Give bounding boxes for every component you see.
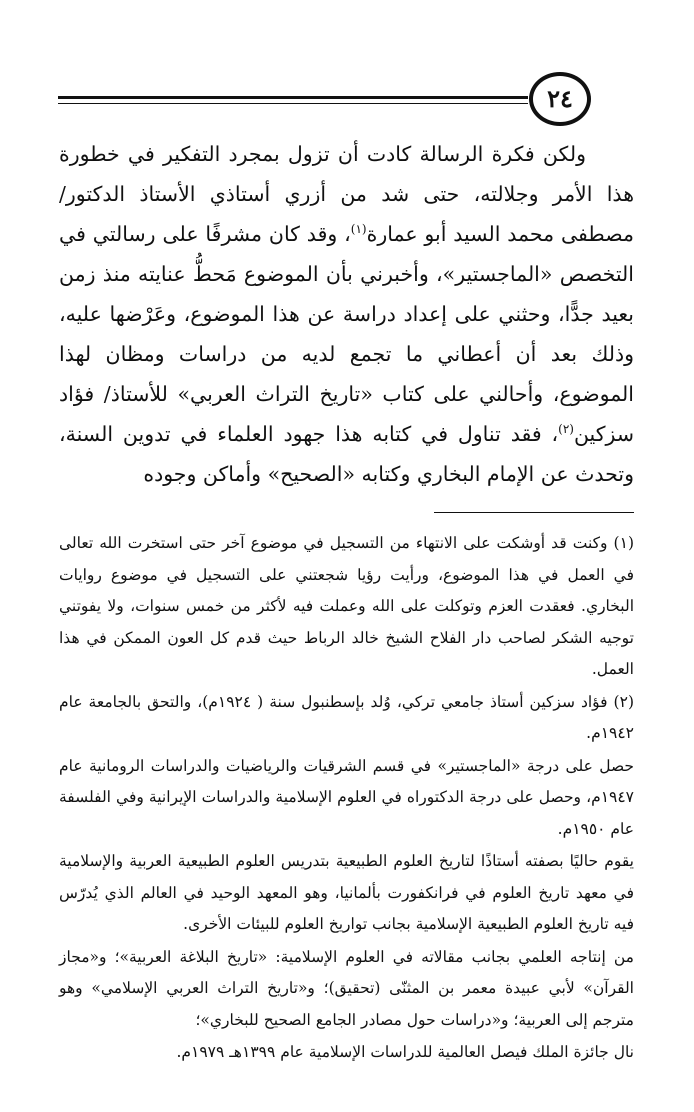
page-number: ٢٤ [547,84,573,113]
footnote-2: (٢) فؤاد سزكين أستاذ جامعي تركي، وُلد بإسطنبول سنة ( ١٩٢٤م)، والتحق بالجامعة عام ١٩٤٢م. [59,692,634,742]
footnotes [59,528,634,1070]
main-paragraph [59,134,634,494]
main-text [59,134,634,494]
footnote-2-position: يقوم حاليًا بصفته أستاذًا لتاريخ العلوم الطبيعية بتدريس العلوم الطبيعية العربية والإسلامية في معهد تاريخ العلوم في فرانكفورت بألمانيا، وهو المعهد الوحيد في العالم الذي يُدرّس فيه تاريخ العلوم الطبيعية الإسلامية بجانب تواريخ العلوم للبيئات الأخرى. [59,852,634,933]
footnote-2-degrees: حصل على درجة «الماجستير» في قسم الشرقيات والرياضيات والدراسات الرومانية عام ١٩٤٧م، وحصل على درجة الدكتوراه في العلوم الإسلامية والدراسات الإيرانية وفي الفلسفة عام ١٩٥٠م. [59,756,634,838]
page-header [58,70,633,130]
footnote-ref-1: (١) [350,222,367,237]
header-rule-thick [58,96,528,99]
footnote-1: (١) وكنت قد أوشكت على الانتهاء من التسجيل في موضوع آخر حتى استخرت الله تعالى في العمل في هذا الموضوع، ورأيت رؤيا شجعتني على التسجيل في موضوع روايات البخاري. فعقدت العزم وتوكلت على الله وعملت فيه لأكثر من خمس سنوات، ولا يفوتني توجيه الشكر لصاحب دار الفلاح الشيخ خالد الرباط حيث قدم كل العون الممكن في هذا العمل. [59,534,634,678]
footnote-2-award: نال جائزة الملك فيصل العالمية للدراسات الإسلامية عام ١٣٩٩هـ ١٩٧٩م. [176,1043,634,1061]
main-text-part-1: ولكن فكرة الرسالة كادت أن تزول بمجرد التفكير في خطورة هذا الأمر وجلالته، حتى شد من أزري أستاذي الأستاذ الدكتور/ مصطفى محمد السيد أبو عمارة [59,142,635,246]
footnote-ref-2: (٢) [558,422,574,437]
main-text-part-2: ، وقد كان مشرفًا على رسالتي في التخصص «الماجستير»، وأخبرني بأن الموضوع مَحطُّ عنايته منذ زمن بعيد جدًّا، وحثني على إعداد دراسة عن هذا الموضوع، وعَرْضها عليه، وذلك بعد أن أعطاني ما تجمع لديه من دراسات ومظان لهذا الموضوع، وأحالني على كتاب «تاريخ التراث العربي» للأستاذ/ فؤاد سزكين [59,222,634,446]
footnote-2-works: من إنتاجه العلمي بجانب مقالاته في العلوم الإسلامية: «تاريخ البلاغة العربية»؛ و«مجاز القرآن» لأبي عبيدة معمر بن المثنّى (تحقيق)؛ و«تاريخ التراث العربي الإسلامي» وهو مترجم إلى العربية؛ و«دراسات حول مصادر الجامع الصحيح للبخاري»؛ [59,947,634,1029]
main-text-part-3: ، فقد تناول في كتابه هذا جهود العلماء في تدوين السنة، وتحدث عن الإمام البخاري وكتابه «الصحيح» وأماكن وجوده [59,422,634,486]
header-rule-thin [58,103,528,104]
page-number-oval [529,72,591,126]
footnote-separator [434,512,634,513]
